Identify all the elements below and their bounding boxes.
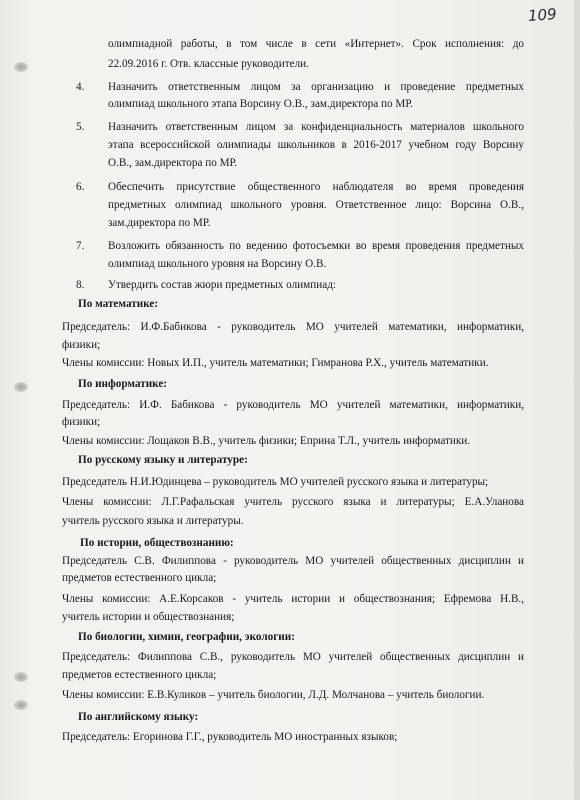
text-line: О.В., зам.директора по МР. [108,157,238,169]
text-line: учитель истории и обществознания; [62,611,235,623]
text-line: олимпиад школьного этапа Ворсину О.В., зам.директора по МР. [108,98,413,110]
page-edge [574,0,580,800]
text-line: этапа всероссийской олимпиады школьников в 2016-2017 учебном году Ворсину [108,139,524,151]
text-line: предметных олимпиад школьного уровня. Ответственное лицо: Ворсина О.В., [108,199,524,211]
text-line: Члены комиссии: Лощаков В.В., учитель физики; Еприна Т.Л., учитель информатики. [62,435,471,447]
text-line: Члены комиссии: Л.Г.Рафальская учитель русского языка и литературы; Е.А.Уланова [62,496,524,508]
text-line: Председатель: Егоринова Г.Г., руководитель МО иностранных языков; [62,731,398,743]
section-heading: По английскому языку: [78,711,199,723]
text-line: Члены комиссии: Е.В.Куликов – учитель биологии, Л.Д. Молчанова – учитель биологии. [62,689,485,701]
text-line: Назначить ответственным лицом за конфиденциальность материалов школьного [108,121,524,133]
binder-hole [14,700,28,710]
text-line: предметов естественного цикла; [62,572,217,584]
binder-hole [14,672,28,682]
item-number: 6. [76,181,85,193]
section-heading: По русскому языку и литературе: [78,454,248,466]
text-line: предметов естественного цикла; [62,669,217,681]
text-line: Возложить обязанность по ведению фотосъемки во время проведения предметных [108,240,524,252]
text-line: Утвердить состав жюри предметных олимпиад: [108,279,336,291]
binder-hole [14,62,28,72]
text-line: Председатель: Филиппова С.В., руководитель МО учителей общественных дисциплин и [62,651,524,663]
text-line: олимпиад школьного уровня на Ворсину О.В. [108,258,327,270]
binder-hole [14,382,28,392]
section-heading: По биологии, химии, географии, экологии: [78,631,295,643]
text-line: олимпиадной работы, в том числе в сети «Интернет». Срок исполнения: до [108,38,524,50]
text-line: Председатель: И.Ф.Бабикова - руководитель МО учителей математики, информатики, [62,321,524,333]
text-line: Председатель Н.И.Юдинцева – руководитель МО учителей русского языка и литературы; [62,476,489,488]
item-number: 4. [76,81,85,93]
text-line: Члены комиссии: А.Е.Корсаков - учитель истории и обществознания; Ефремова Н.В., [62,593,524,605]
text-line: Назначить ответственным лицом за организацию и проведение предметных [108,81,524,93]
text-line: Обеспечить присутствие общественного наблюдателя во время проведения [108,181,524,193]
text-line: 22.09.2016 г. Отв. классные руководители. [108,58,309,70]
section-heading: По математике: [78,298,159,310]
text-line: Председатель: И.Ф. Бабикова - руководитель МО учителей математики, информатики, [62,399,524,411]
text-line: Председатель С.В. Филиппова - руководитель МО учителей общественных дисциплин и [62,555,524,567]
section-heading: По истории, обществознанию: [80,537,234,549]
text-line: физики; [62,416,101,428]
item-number: 8. [76,279,85,291]
item-number: 7. [76,240,85,252]
text-line: зам.директора по МР. [108,217,211,229]
item-number: 5. [76,121,85,133]
text-line: Члены комиссии: Новых И.П., учитель математики; Гимранова Р.Х., учитель математики. [62,357,489,369]
handwritten-page-number: 109 [527,5,558,25]
section-heading: По информатике: [78,378,168,390]
text-line: физики; [62,339,101,351]
text-line: учитель русского языка и литературы. [62,515,244,527]
